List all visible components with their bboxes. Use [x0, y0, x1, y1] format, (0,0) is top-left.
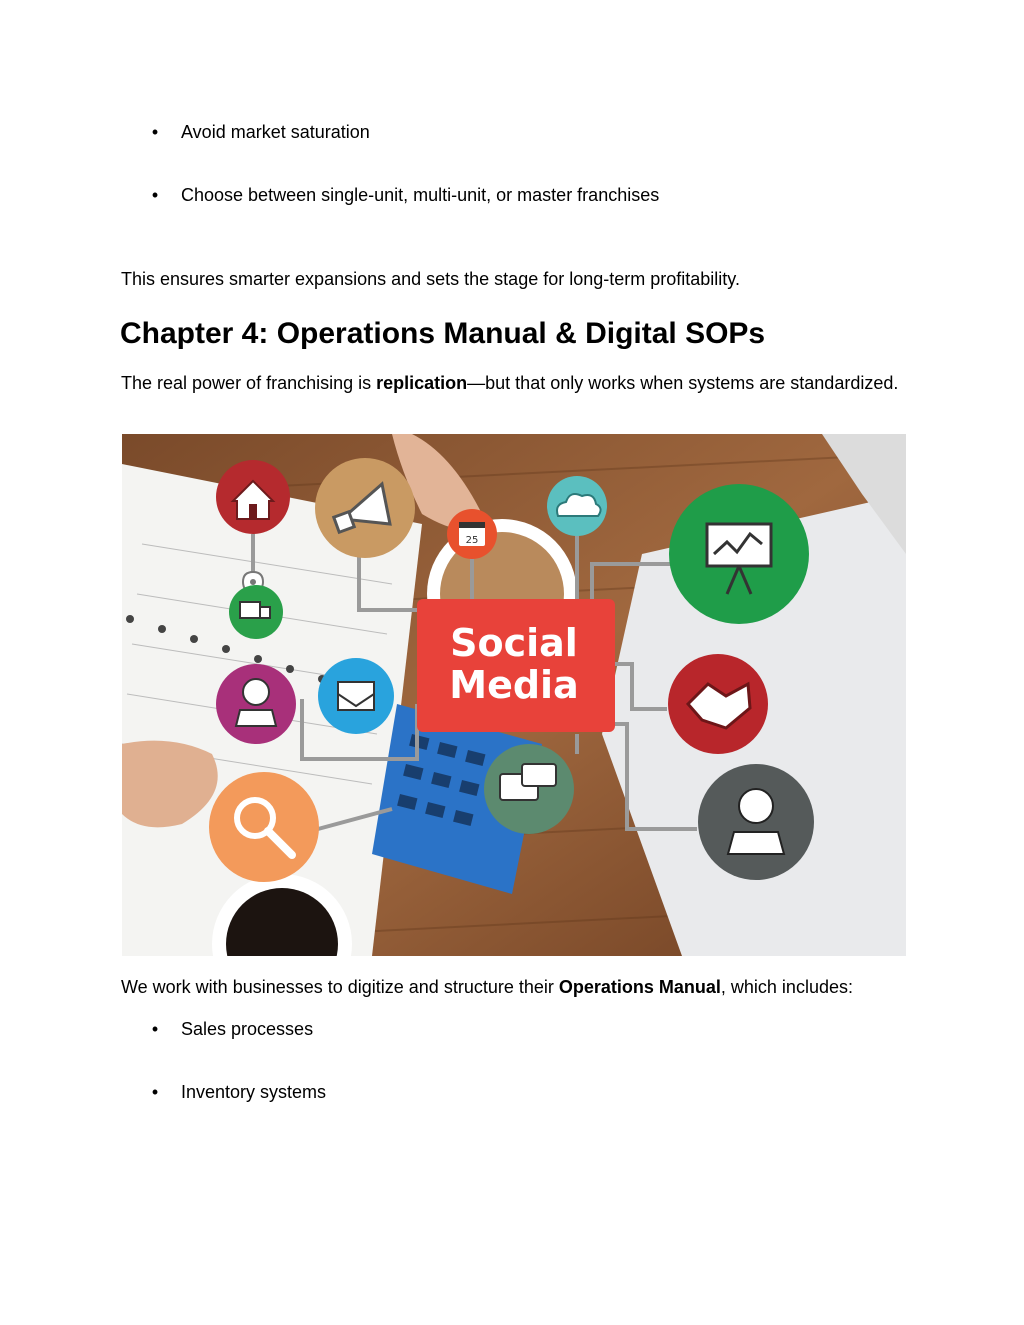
- intro-text: The real power of franchising is: [121, 373, 377, 393]
- bullet-text: Avoid market saturation: [181, 122, 370, 142]
- intro-text-rest: —but that only works when systems are standardized.: [467, 373, 899, 393]
- support-agent-icon: [698, 764, 814, 880]
- chapter-heading: Chapter 4: Operations Manual & Digital SOPs: [120, 317, 766, 350]
- operations-paragraph: [121, 976, 911, 998]
- magnifier-icon: [209, 772, 319, 882]
- cloud-icon: [547, 476, 607, 536]
- bullet-text: Choose between single-unit, multi-unit, or master franchises: [181, 185, 660, 205]
- operations-text: We work with businesses to digitize and structure their: [121, 977, 559, 997]
- summary-paragraph: This ensures smarter expansions and sets the stage for long-term profitability.: [121, 269, 740, 289]
- home-icon: [216, 460, 290, 534]
- chat-bubbles-icon: [484, 744, 574, 834]
- calendar-day: 25: [465, 535, 479, 546]
- user-icon: [216, 664, 296, 744]
- bullet-text: Sales processes: [181, 1019, 314, 1039]
- social-label: Social: [450, 621, 578, 665]
- handshake-icon: [668, 654, 768, 754]
- bullet-marker: •: [151, 1019, 159, 1039]
- media-label: Media: [449, 663, 579, 707]
- social-media-box: [417, 599, 615, 732]
- operations-bold-term: Operations Manual: [558, 977, 721, 997]
- intro-paragraph: [121, 372, 911, 394]
- calendar-icon: [447, 509, 497, 559]
- bullet-marker: •: [151, 185, 159, 205]
- intro-bold-term: replication: [376, 373, 468, 393]
- delivery-truck-icon: [229, 585, 283, 639]
- mail-icon: [318, 658, 394, 734]
- bullet-marker: •: [151, 122, 159, 142]
- operations-text-rest: , which includes:: [720, 977, 853, 997]
- megaphone-icon: [315, 458, 415, 558]
- bullet-text: Inventory systems: [181, 1082, 327, 1102]
- bullet-marker: •: [151, 1082, 159, 1102]
- presentation-chart-icon: [669, 484, 809, 624]
- social-media-image: [122, 434, 906, 956]
